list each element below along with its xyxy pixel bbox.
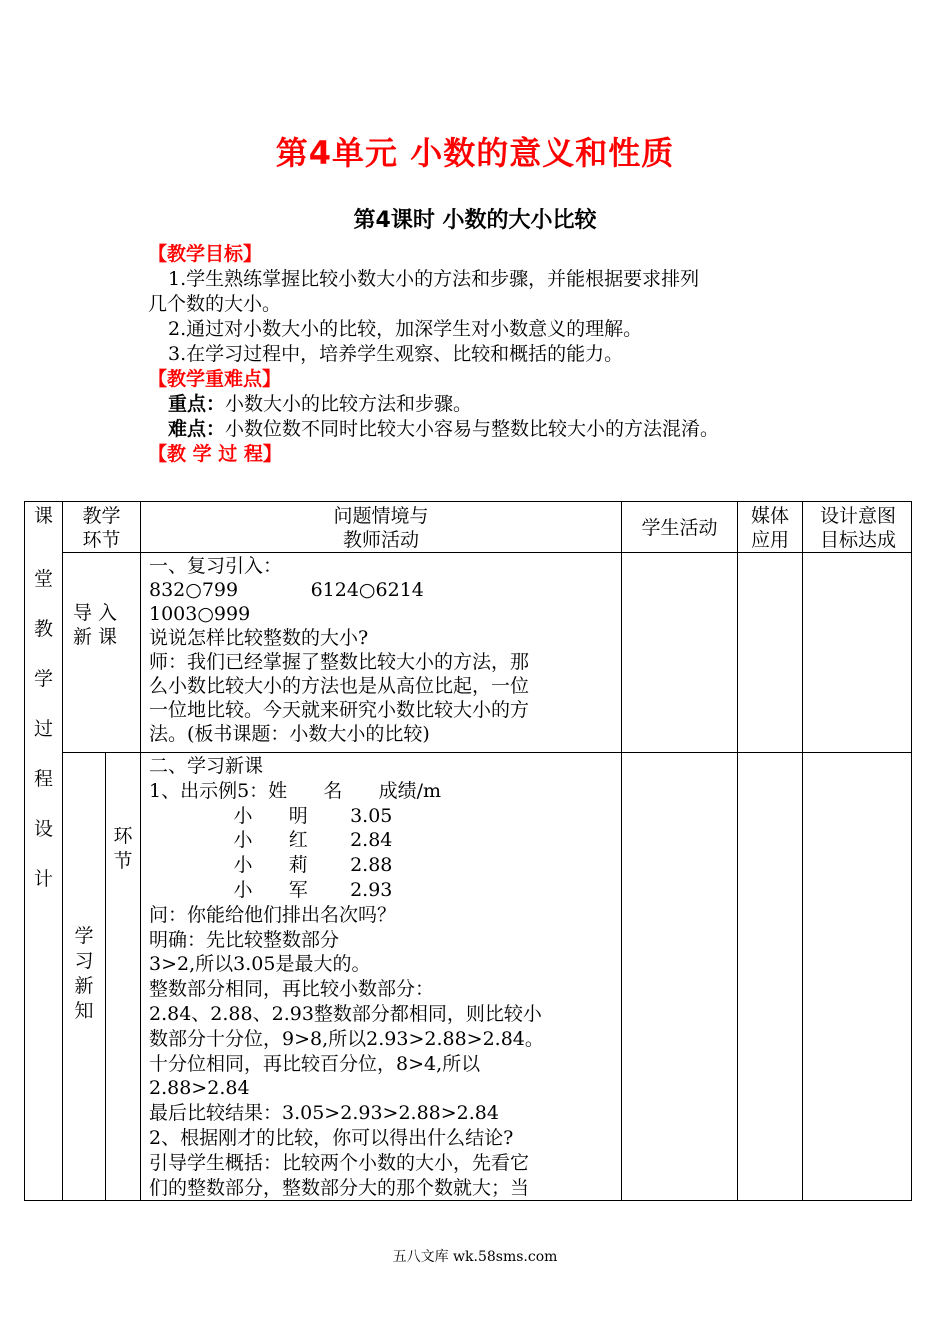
side-char: 程 bbox=[33, 768, 53, 790]
row1-teacher-activity bbox=[149, 554, 619, 746]
row2-line: 小 明 3.05 bbox=[149, 804, 393, 827]
row1-line: 法。(板书课题：小数大小的比较) bbox=[149, 723, 430, 745]
side-char: 设 bbox=[33, 818, 53, 840]
row1-line: 一、复习引入： bbox=[149, 555, 283, 577]
row2-line: 小 军 2.93 bbox=[149, 878, 393, 901]
side-vertical-label bbox=[25, 554, 62, 904]
header-student-activity: 学生活动 bbox=[641, 517, 718, 539]
objective-item: 3.在学习过程中，培养学生观察、比较和概括的能力。 bbox=[168, 343, 624, 365]
row2-line: 2.88>2.84 bbox=[149, 1077, 250, 1100]
row2-stage-char: 新 bbox=[74, 975, 94, 997]
row2-stage bbox=[63, 924, 105, 1024]
unit-title: 第4单元 小数的意义和性质 bbox=[275, 134, 675, 172]
header-design-intent bbox=[803, 504, 913, 552]
footer-watermark: 五八文库 wk.58sms.com bbox=[392, 1249, 558, 1265]
header-media-line: 应用 bbox=[750, 529, 789, 551]
difficulty-text: 小数位数不同时比较大小容易与整数比较大小的方法混淆。 bbox=[225, 418, 720, 440]
side-char: 堂 bbox=[33, 568, 53, 590]
row2-sub-char: 环 bbox=[113, 825, 133, 847]
row2-teacher-activity bbox=[149, 754, 619, 1200]
header-design-line: 设计意图 bbox=[819, 505, 896, 527]
row2-sub-stage bbox=[106, 824, 140, 874]
header-teacher-line: 问题情境与 bbox=[333, 505, 429, 527]
difficulty-label: 难点： bbox=[168, 418, 226, 440]
row2-line: 1、出示例5：姓 名 成绩/m bbox=[149, 779, 442, 802]
row2-line: 数部分十分位，9>8,所以2.93>2.88>2.84。 bbox=[149, 1027, 544, 1050]
row1-line: 一位地比较。今天就来研究小数比较大小的方 bbox=[149, 699, 530, 721]
row2-line: 小 莉 2.88 bbox=[149, 854, 393, 877]
objectives-section bbox=[148, 242, 828, 467]
header-media-line: 媒体 bbox=[750, 505, 789, 527]
row2-line: 2.84、2.88、2.93整数部分都相同，则比较小 bbox=[149, 1002, 542, 1025]
row2-line: 整数部分相同，再比较小数部分： bbox=[149, 978, 435, 1001]
row2-line: 小 红 2.84 bbox=[149, 829, 393, 852]
row2-line: 十分位相同，再比较百分位，8>4,所以 bbox=[149, 1052, 481, 1075]
side-char: 计 bbox=[33, 868, 53, 890]
row1-stage-line: 新 课 bbox=[73, 626, 118, 648]
row1-line: 师：我们已经掌握了整数比较大小的方法，那 bbox=[149, 651, 530, 673]
lesson-subtitle: 第4课时 小数的大小比较 bbox=[353, 208, 597, 233]
row2-line: 明确：先比较整数部分 bbox=[149, 928, 340, 951]
row2-line: 2、根据刚才的比较，你可以得出什么结论? bbox=[149, 1126, 514, 1149]
focus-line bbox=[148, 392, 828, 417]
lesson-table bbox=[24, 501, 912, 1201]
header-stage-line: 教学 bbox=[82, 505, 121, 527]
header-course: 课 bbox=[33, 505, 53, 527]
focus-label: 重点： bbox=[168, 393, 226, 415]
objective-item: 2.通过对小数大小的比较，加深学生对小数意义的理解。 bbox=[168, 318, 643, 340]
objective-item: 几个数的大小。 bbox=[148, 293, 282, 315]
row2-line: 引导学生概括：比较两个小数的大小，先看它 bbox=[149, 1151, 530, 1174]
key-points-heading: 【教学重难点】 bbox=[148, 368, 282, 390]
row2-sub-char: 节 bbox=[113, 850, 133, 872]
header-stage-line: 环节 bbox=[82, 529, 121, 551]
row1-stage-line: 导 入 bbox=[73, 602, 118, 624]
row2-line: 二、学习新课 bbox=[149, 755, 264, 777]
side-char: 学 bbox=[33, 668, 53, 690]
row2-line: 问：你能给他们排出名次吗？ bbox=[149, 903, 397, 926]
row2-line: 3>2,所以3.05是最大的。 bbox=[149, 953, 371, 976]
row2-stage-char: 习 bbox=[74, 950, 94, 972]
row1-stage bbox=[73, 601, 143, 649]
row1-line: 1003○999 bbox=[149, 603, 251, 625]
row1-line: 么小数比较大小的方法也是从高位比起，一位 bbox=[149, 675, 530, 697]
side-char: 教 bbox=[33, 618, 53, 640]
row2-stage-char: 知 bbox=[74, 1000, 94, 1022]
difficulty-line bbox=[148, 417, 828, 442]
objective-item: 1.学生熟练掌握比较小数大小的方法和步骤，并能根据要求排列 bbox=[168, 268, 700, 290]
row2-line: 最后比较结果：3.05>2.93>2.88>2.84 bbox=[149, 1102, 499, 1125]
header-media bbox=[738, 504, 802, 552]
header-teacher-line: 教师活动 bbox=[342, 529, 419, 551]
side-char: 过 bbox=[33, 718, 53, 740]
row2-line: 们的整数部分，整数部分大的那个数就大；当 bbox=[149, 1176, 530, 1199]
header-teacher-activity bbox=[141, 504, 621, 552]
header-design-line: 目标达成 bbox=[819, 529, 896, 551]
row2-stage-char: 学 bbox=[74, 925, 94, 947]
process-heading: 【教 学 过 程】 bbox=[148, 443, 282, 465]
row1-line: 说说怎样比较整数的大小? bbox=[149, 627, 369, 649]
objectives-heading: 【教学目标】 bbox=[148, 243, 263, 265]
row1-line: 832○799 6124○6214 bbox=[149, 579, 424, 601]
focus-text: 小数大小的比较方法和步骤。 bbox=[225, 393, 473, 415]
header-stage bbox=[63, 504, 140, 552]
